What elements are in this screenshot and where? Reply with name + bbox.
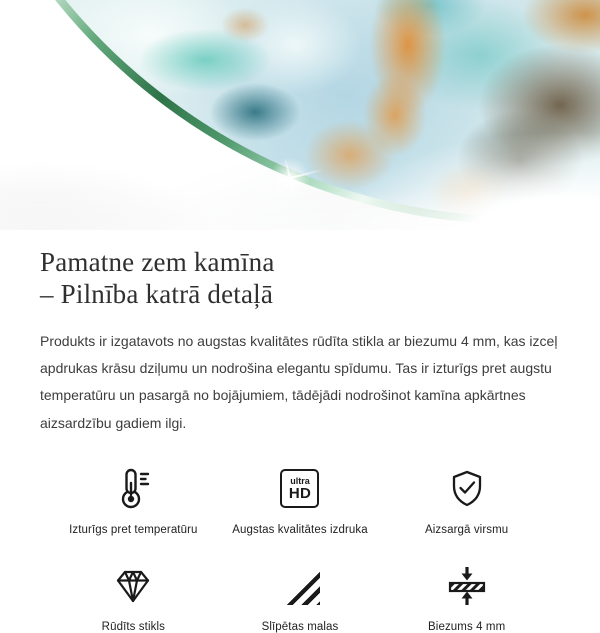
feature-label: Biezums 4 mm — [428, 620, 506, 633]
feature-label: Izturīgs pret temperatūru — [69, 523, 198, 536]
ultra-hd-icon-text-bottom: HD — [288, 484, 312, 502]
diamond-icon — [111, 562, 155, 610]
ultra-hd-icon-text-top: ultra — [290, 475, 310, 486]
feature-label: Aizsargā virsmu — [425, 523, 509, 536]
feature-label: Slīpētas malas — [261, 620, 339, 633]
feature-temperature-resistant — [50, 465, 217, 536]
shield-check-icon — [445, 465, 489, 513]
page-title-line2: – Pilnība katrā detaļā — [40, 279, 274, 310]
beveled-edges-icon — [280, 562, 320, 610]
feature-grid — [40, 465, 560, 633]
feature-thickness — [383, 562, 550, 633]
feature-high-quality-print — [217, 465, 384, 536]
feature-label: Rūdīts stikls — [101, 620, 165, 633]
feature-label: Augstas kvalitātes izdruka — [232, 523, 368, 536]
feature-protects-surface — [383, 465, 550, 536]
feature-tempered-glass — [50, 562, 217, 633]
product-description: Produkts ir izgatavots no augstas kvalitātes rūdīta stikla ar biezumu 4 mm, kas izceļ apdrukas krāsu dziļumu un nodrošina elegantu spīdumu. Tas ir izturīgs pret augstu temperatūru un pasargā no bojājumiem, tādējādi nodrošinot kamīna apkārtnes aizsardzību gadiem ilgi. — [40, 332, 558, 431]
thermometer-icon — [111, 465, 155, 513]
hero-image — [0, 0, 600, 230]
ultra-hd-icon — [280, 465, 319, 513]
thickness-icon — [445, 562, 489, 610]
page-title-line1: Pamatne zem kamīna — [40, 247, 275, 277]
content-block — [0, 230, 600, 633]
page-title — [40, 246, 560, 311]
feature-polished-edges — [217, 562, 384, 633]
